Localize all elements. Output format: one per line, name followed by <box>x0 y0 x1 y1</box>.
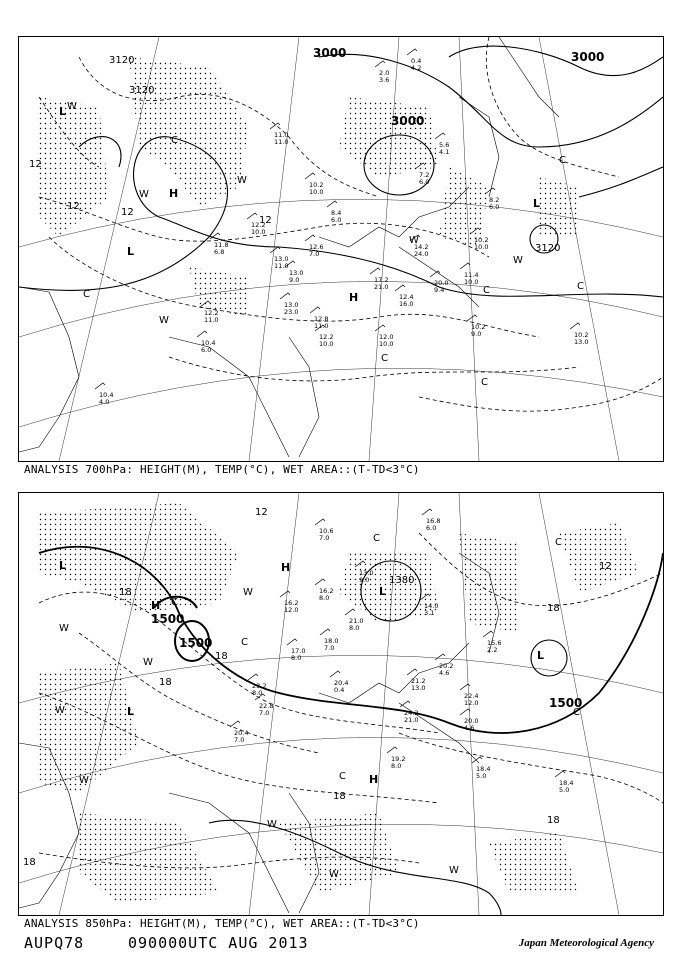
wind-barb <box>280 293 290 299</box>
height-label: 3120 <box>129 85 155 96</box>
cold-marker: C <box>573 707 580 718</box>
obs-dewpoint-depression: 9.0 <box>289 276 300 284</box>
wind-barb <box>570 323 580 329</box>
warm-marker: W <box>409 235 419 246</box>
high-pressure-marker: H <box>369 773 379 786</box>
obs-dewpoint-depression: 3.1 <box>424 609 435 617</box>
warm-marker: W <box>143 657 153 668</box>
obs-dewpoint-depression: 4.6 <box>439 669 450 677</box>
obs-dewpoint-depression: 7.0 <box>324 644 335 652</box>
obs-dewpoint-depression: 21.0 <box>404 716 419 724</box>
obs-temperature: 21.0 <box>349 617 364 625</box>
station-obs <box>248 674 266 697</box>
low-pressure-marker: L <box>533 197 541 210</box>
obs-temperature: 16.8 <box>426 517 441 525</box>
isotherm-label: 12 <box>255 507 268 518</box>
height-label: 3000 <box>571 50 605 64</box>
obs-temperature: 12.0 <box>379 333 394 341</box>
station-obs <box>435 133 449 156</box>
obs-dewpoint-depression: 10.0 <box>464 278 479 286</box>
wind-barb <box>280 591 290 597</box>
obs-dewpoint-depression: 7.0 <box>234 736 245 744</box>
obs-dewpoint-depression: 4.0 <box>99 398 110 406</box>
obs-dewpoint-depression: 23.0 <box>284 308 299 316</box>
station-obs <box>95 383 113 406</box>
obs-dewpoint-depression: 4.6 <box>464 724 475 732</box>
wind-barb <box>375 325 385 331</box>
wind-barb <box>315 579 325 585</box>
obs-temperature: 21.2 <box>411 677 426 685</box>
wind-barb <box>197 331 207 337</box>
wind-barb <box>483 631 493 637</box>
wind-barb <box>555 771 565 777</box>
wind-barb <box>460 709 470 715</box>
wind-barb <box>370 268 380 274</box>
warm-marker: W <box>67 101 77 112</box>
wind-barb <box>345 609 355 615</box>
obs-temperature: 12.8 <box>314 315 329 323</box>
obs-dewpoint-depression: 5.0 <box>559 786 570 794</box>
low-pressure-marker: L <box>59 559 67 572</box>
obs-temperature: 12.2 <box>204 309 219 317</box>
map-700hpa-svg <box>19 37 663 461</box>
obs-dewpoint-depression: 5.0 <box>476 772 487 780</box>
wind-barb <box>387 747 397 753</box>
height-label: 1500 <box>151 612 185 626</box>
isotherm-label: 18 <box>23 857 36 868</box>
height-label: 3000 <box>313 46 347 60</box>
wind-barb <box>320 629 330 635</box>
graticule <box>19 37 663 461</box>
obs-temperature: 2.0 <box>379 69 390 77</box>
station-obs <box>483 631 501 654</box>
obs-dewpoint-depression: 7.0 <box>319 534 330 542</box>
obs-dewpoint-depression: 3.6 <box>379 76 390 84</box>
obs-temperature: 0.4 <box>411 57 422 65</box>
obs-temperature: 13.0 <box>284 301 299 309</box>
high-pressure-marker: H <box>169 187 179 200</box>
obs-dewpoint-depression: 8.0 <box>319 594 330 602</box>
height-label: 3000 <box>391 114 425 128</box>
wind-barb <box>460 263 470 269</box>
obs-dewpoint-depression: 10.0 <box>379 340 394 348</box>
warm-marker: W <box>329 869 339 880</box>
height-label: 3120 <box>109 55 135 66</box>
wind-barb <box>435 133 445 139</box>
station-obs <box>472 757 490 780</box>
obs-temperature: 14.2 <box>414 243 429 251</box>
wind-barb <box>430 271 440 277</box>
obs-dewpoint-depression: 8.0 <box>252 689 263 697</box>
obs-temperature: 10.2 <box>471 323 486 331</box>
low-pressure-marker: L <box>127 245 135 258</box>
obs-dewpoint-depression: 2.2 <box>487 646 498 654</box>
obs-temperature: 17.0 <box>291 647 306 655</box>
station-obs <box>555 771 573 794</box>
station-obs <box>435 654 453 677</box>
obs-dewpoint-depression: 6.0 <box>201 346 212 354</box>
station-obs <box>210 233 228 256</box>
cold-marker: C <box>83 289 90 300</box>
obs-temperature: 10.2 <box>574 331 589 339</box>
wind-barb <box>270 247 280 253</box>
obs-dewpoint-depression: 4.2 <box>411 64 422 72</box>
isotherm-label: 18 <box>547 815 560 826</box>
obs-dewpoint-depression: 4.1 <box>439 148 450 156</box>
height-label: 1380 <box>389 575 415 586</box>
obs-temperature: 13.0 <box>274 255 289 263</box>
station-obs <box>315 519 333 542</box>
wind-barb <box>375 61 385 67</box>
cold-marker: C <box>577 281 584 292</box>
isotherm-label: 12 <box>121 207 134 218</box>
station-obs <box>310 307 328 330</box>
caption-700hpa: ANALYSIS 700hPa: HEIGHT(M), TEMP(°C), WET AREA::(T-TD<3°C) <box>24 463 420 476</box>
station-obs <box>315 579 333 602</box>
map-panel-700hpa <box>18 36 664 462</box>
obs-dewpoint-depression: 8.0 <box>391 762 402 770</box>
isotherm-label: 18 <box>159 677 172 688</box>
obs-temperature: 20.4 <box>234 729 249 737</box>
isotherm-label: 12 <box>599 561 612 572</box>
isotherm-label: 18 <box>119 587 132 598</box>
wind-barb <box>287 639 297 645</box>
wind-barb <box>305 173 315 179</box>
obs-temperature: 10.2 <box>309 181 324 189</box>
cold-marker: C <box>483 285 490 296</box>
obs-dewpoint-depression: 7.0 <box>259 709 270 717</box>
station-obs <box>375 61 389 84</box>
analysis-datetime: 090000UTC AUG 2013 <box>128 934 309 952</box>
obs-dewpoint-depression: 10.0 <box>474 243 489 251</box>
station-obs <box>320 629 338 652</box>
warm-marker: W <box>449 865 459 876</box>
cold-marker: C <box>559 155 566 166</box>
obs-temperature: 23.2 <box>252 682 267 690</box>
low-pressure-marker: L <box>59 105 67 118</box>
station-obs <box>467 315 485 338</box>
wind-barb <box>407 669 417 675</box>
map-850hpa-svg <box>19 493 663 915</box>
obs-temperature: 20.0 <box>434 279 449 287</box>
wind-barb <box>422 509 432 515</box>
obs-temperature: 13.0 <box>359 569 374 577</box>
station-obs <box>305 235 323 258</box>
obs-dewpoint-depression: 10.0 <box>309 188 324 196</box>
station-obs <box>422 509 440 532</box>
height-label: 1500 <box>179 636 213 650</box>
low-pressure-marker: L <box>379 585 387 598</box>
station-obs <box>400 701 418 724</box>
obs-temperature: 24.2 <box>404 709 419 717</box>
warm-marker: W <box>139 189 149 200</box>
station-obs <box>387 747 405 770</box>
obs-temperature: 12.6 <box>309 243 324 251</box>
warm-marker: W <box>159 315 169 326</box>
wind-barb <box>395 285 405 291</box>
obs-temperature: 10.4 <box>201 339 216 347</box>
obs-temperature: 10.6 <box>319 527 334 535</box>
obs-dewpoint-depression: 11.0 <box>274 138 289 146</box>
obs-temperature: 7.2 <box>419 171 430 179</box>
obs-dewpoint-depression: 8.0 <box>349 624 360 632</box>
obs-temperature: 18.4 <box>559 779 574 787</box>
low-pressure-marker: L <box>537 649 545 662</box>
obs-temperature: 17.2 <box>374 276 389 284</box>
station-obs <box>270 123 288 146</box>
station-obs <box>430 271 448 294</box>
warm-marker: W <box>79 775 89 786</box>
obs-dewpoint-depression: 12.0 <box>464 699 479 707</box>
wind-barb <box>435 654 445 660</box>
obs-dewpoint-depression: 6.8 <box>214 248 225 256</box>
station-obs <box>280 293 298 316</box>
obs-temperature: 12.2 <box>251 221 266 229</box>
station-obs <box>327 201 341 224</box>
wind-barb <box>327 201 337 207</box>
obs-temperature: 5.6 <box>439 141 450 149</box>
warm-marker: W <box>267 819 277 830</box>
obs-dewpoint-depression: 9.4 <box>434 286 445 294</box>
obs-dewpoint-depression: 8.0 <box>291 654 302 662</box>
station-obs <box>197 331 215 354</box>
station-obs <box>345 609 363 632</box>
warm-marker: W <box>243 587 253 598</box>
high-pressure-marker: H <box>151 599 161 612</box>
obs-temperature: 18.4 <box>476 765 491 773</box>
obs-dewpoint-depression: 11.0 <box>314 322 329 330</box>
obs-temperature: 10.4 <box>99 391 114 399</box>
obs-dewpoint-depression: 10.0 <box>319 340 334 348</box>
isotherm-label: 18 <box>333 791 346 802</box>
wind-barb <box>247 213 257 219</box>
obs-dewpoint-depression: 10.0 <box>251 228 266 236</box>
obs-temperature: 12.4 <box>399 293 414 301</box>
obs-temperature: 11.0 <box>274 131 289 139</box>
obs-dewpoint-depression: 13.0 <box>411 684 426 692</box>
station-obs <box>255 694 273 717</box>
wind-barb <box>460 684 470 690</box>
obs-temperature: 20.2 <box>439 662 454 670</box>
cold-marker: C <box>481 377 488 388</box>
height-contours <box>19 46 663 297</box>
wind-barb <box>310 307 320 313</box>
obs-temperature: 11.8 <box>214 241 229 249</box>
wind-barb <box>315 519 325 525</box>
station-obs <box>395 285 413 308</box>
station-obs <box>305 173 323 196</box>
obs-dewpoint-depression: 12.0 <box>284 606 299 614</box>
obs-temperature: 18.0 <box>324 637 339 645</box>
cold-marker: C <box>381 353 388 364</box>
warm-marker: W <box>55 705 65 716</box>
station-obs <box>280 591 298 614</box>
obs-temperature: 20.0 <box>464 717 479 725</box>
cold-marker: C <box>171 135 178 146</box>
wind-barb <box>400 701 410 707</box>
product-code: AUPQ78 <box>24 934 85 952</box>
obs-temperature: 8.4 <box>331 209 342 217</box>
obs-temperature: 13.0 <box>289 269 304 277</box>
station-obs <box>407 669 425 692</box>
obs-dewpoint-depression: 6.0 <box>489 203 500 211</box>
station-obs <box>287 639 305 662</box>
station-obs <box>370 268 388 291</box>
obs-temperature: 8.2 <box>489 196 500 204</box>
wind-barb <box>407 49 417 55</box>
obs-temperature: 12.2 <box>319 333 334 341</box>
wind-barb <box>230 721 240 727</box>
obs-dewpoint-depression: 0.4 <box>334 686 345 694</box>
isotherm-label: 18 <box>215 651 228 662</box>
obs-dewpoint-depression: 6.0 <box>331 216 342 224</box>
warm-marker: W <box>59 623 69 634</box>
obs-temperature: 11.4 <box>464 271 479 279</box>
obs-temperature: 14.0 <box>424 602 439 610</box>
obs-temperature: 19.2 <box>391 755 406 763</box>
wind-barb <box>305 235 315 241</box>
warm-marker: W <box>237 175 247 186</box>
obs-dewpoint-depression: 7.0 <box>309 250 320 258</box>
isotherm-label: 18 <box>547 603 560 614</box>
cold-marker: C <box>241 637 248 648</box>
station-obs <box>230 721 248 744</box>
obs-dewpoint-depression: 13.0 <box>574 338 589 346</box>
station-obs <box>570 323 588 346</box>
agency-name: Japan Meteorological Agency <box>518 937 654 949</box>
obs-dewpoint-depression: 21.0 <box>374 283 389 291</box>
high-pressure-marker: H <box>349 291 359 304</box>
low-pressure-marker: L <box>127 705 135 718</box>
obs-temperature: 16.2 <box>319 587 334 595</box>
cold-marker: C <box>171 597 178 608</box>
obs-dewpoint-depression: 16.0 <box>399 300 414 308</box>
obs-dewpoint-depression: 11.0 <box>274 262 289 270</box>
obs-dewpoint-depression: 6.0 <box>419 178 430 186</box>
isotherm-label: 12 <box>29 159 42 170</box>
obs-temperature: 16.2 <box>284 599 299 607</box>
wind-barb <box>248 674 258 680</box>
obs-dewpoint-depression: 6.0 <box>426 524 437 532</box>
obs-temperature: 20.4 <box>334 679 349 687</box>
wind-barb <box>330 671 340 677</box>
wind-barb <box>95 383 105 389</box>
cold-marker: C <box>373 533 380 544</box>
obs-dewpoint-depression: 11.0 <box>204 316 219 324</box>
isotherm-label: 12 <box>259 215 272 226</box>
warm-marker: W <box>513 255 523 266</box>
obs-dewpoint-depression: 24.0 <box>414 250 429 258</box>
height-label: 1500 <box>549 696 583 710</box>
isotherm-label: 12 <box>67 201 80 212</box>
station-obs <box>460 263 478 286</box>
obs-dewpoint-depression: 9.0 <box>359 576 370 584</box>
high-pressure-marker: H <box>281 561 291 574</box>
station-obs <box>460 684 478 707</box>
obs-temperature: 15.6 <box>487 639 502 647</box>
station-observations <box>230 509 573 794</box>
obs-dewpoint-depression: 9.0 <box>471 330 482 338</box>
obs-temperature: 22.4 <box>464 692 479 700</box>
caption-850hpa: ANALYSIS 850hPa: HEIGHT(M), TEMP(°C), WET AREA::(T-TD<3°C) <box>24 917 420 930</box>
station-obs <box>407 49 421 72</box>
obs-temperature: 22.8 <box>259 702 274 710</box>
obs-temperature: 10.2 <box>474 236 489 244</box>
station-obs <box>330 671 348 694</box>
height-label: 3120 <box>535 243 561 254</box>
cold-marker: C <box>339 771 346 782</box>
cold-marker: C <box>555 537 562 548</box>
map-panel-850hpa <box>18 492 664 916</box>
